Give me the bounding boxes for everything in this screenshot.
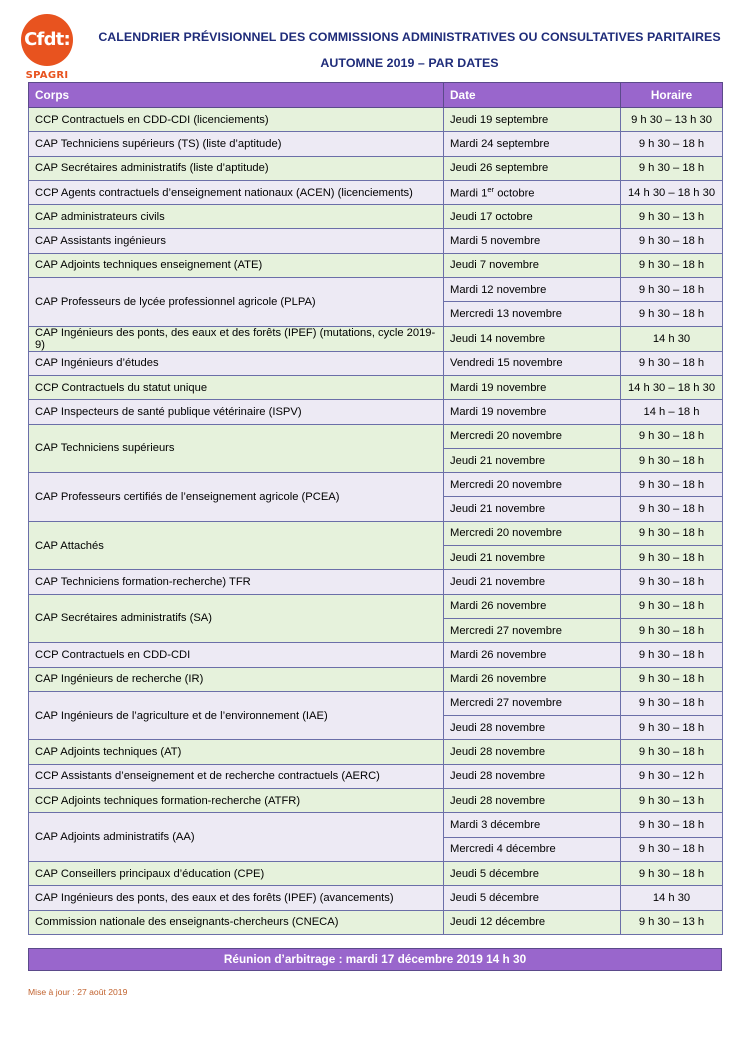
cell-date: Jeudi 21 novembre xyxy=(444,570,621,594)
cell-date: Jeudi 21 novembre xyxy=(444,546,621,570)
cell-date: Mercredi 27 novembre xyxy=(444,618,621,642)
cell-date: Mercredi 4 décembre xyxy=(444,837,621,861)
table-row xyxy=(29,156,723,180)
cfdt-logo-text: Cfdt: xyxy=(24,29,70,50)
cell-date: Mardi 19 novembre xyxy=(444,400,621,424)
table-row xyxy=(29,253,723,277)
cell-corps: CAP Attachés xyxy=(29,521,444,570)
cell-horaire: 14 h – 18 h xyxy=(621,400,723,424)
cell-date: Jeudi 17 octobre xyxy=(444,205,621,229)
table-row xyxy=(29,108,723,132)
cell-date: Mardi 12 novembre xyxy=(444,278,621,302)
table-row xyxy=(29,424,723,448)
cell-horaire: 9 h 30 – 18 h xyxy=(621,497,723,521)
cell-horaire: 9 h 30 – 18 h xyxy=(621,229,723,253)
cell-corps: CAP Adjoints administratifs (AA) xyxy=(29,813,444,862)
table-row xyxy=(29,229,723,253)
cell-corps: CCP Adjoints techniques formation-recherche (ATFR) xyxy=(29,789,444,813)
cell-date: Mardi 26 novembre xyxy=(444,594,621,618)
cell-corps: CCP Assistants d’enseignement et de recherche contractuels (AERC) xyxy=(29,764,444,788)
cell-date: Mercredi 13 novembre xyxy=(444,302,621,326)
cell-date: Mardi 26 novembre xyxy=(444,643,621,667)
table-row xyxy=(29,375,723,399)
date-suffix: octobre xyxy=(494,187,535,200)
cell-horaire: 9 h 30 – 18 h xyxy=(621,448,723,472)
cell-date: Jeudi 7 novembre xyxy=(444,253,621,277)
cell-horaire: 9 h 30 – 18 h xyxy=(621,618,723,642)
page-header xyxy=(0,0,749,82)
cell-horaire: 9 h 30 – 18 h xyxy=(621,813,723,837)
cell-date: Jeudi 19 septembre xyxy=(444,108,621,132)
cell-date: Mardi 3 décembre xyxy=(444,813,621,837)
column-header-horaire: Horaire xyxy=(621,83,723,108)
spagri-logo-text: SPAGRI xyxy=(25,70,69,81)
cell-corps: CCP Contractuels en CDD-CDI (licenciements) xyxy=(29,108,444,132)
cell-corps: CAP Techniciens supérieurs (TS) (liste d’aptitude) xyxy=(29,132,444,156)
table-row xyxy=(29,278,723,302)
table-row xyxy=(29,351,723,375)
cell-horaire: 9 h 30 – 18 h xyxy=(621,473,723,497)
cell-date: Jeudi 14 novembre xyxy=(444,326,621,351)
cell-horaire: 9 h 30 – 18 h xyxy=(621,716,723,740)
table-row xyxy=(29,326,723,351)
cell-corps: CAP Professeurs certifiés de l’enseignement agricole (PCEA) xyxy=(29,473,444,522)
cell-corps: CCP Contractuels en CDD-CDI xyxy=(29,643,444,667)
cell-horaire: 9 h 30 – 13 h xyxy=(621,910,723,934)
table-row xyxy=(29,861,723,885)
cell-date: Jeudi 21 novembre xyxy=(444,497,621,521)
cfdt-spagri-logo xyxy=(14,10,80,81)
cell-horaire: 9 h 30 – 13 h xyxy=(621,789,723,813)
cell-corps: Commission nationale des enseignants-chercheurs (CNECA) xyxy=(29,910,444,934)
cell-corps: CAP Conseillers principaux d’éducation (CPE) xyxy=(29,861,444,885)
table-row xyxy=(29,910,723,934)
arbitrage-banner: Réunion d’arbitrage : mardi 17 décembre 2019 14 h 30 xyxy=(28,948,722,971)
cell-horaire: 9 h 30 – 18 h xyxy=(621,424,723,448)
date-prefix: Mardi 1 xyxy=(450,187,488,200)
cell-corps: CAP Ingénieurs d’études xyxy=(29,351,444,375)
cell-date: Jeudi 28 novembre xyxy=(444,716,621,740)
table-row xyxy=(29,764,723,788)
table-row xyxy=(29,594,723,618)
table-row xyxy=(29,180,723,204)
cell-horaire: 14 h 30 xyxy=(621,326,723,351)
cell-date: Jeudi 12 décembre xyxy=(444,910,621,934)
cell-date: Mardi 5 novembre xyxy=(444,229,621,253)
cell-date: Jeudi 26 septembre xyxy=(444,156,621,180)
cell-horaire: 9 h 30 – 18 h xyxy=(621,253,723,277)
table-header xyxy=(29,83,723,108)
cell-horaire: 9 h 30 – 18 h xyxy=(621,861,723,885)
table-row xyxy=(29,643,723,667)
cell-corps: CAP Ingénieurs de recherche (IR) xyxy=(29,667,444,691)
cell-horaire: 9 h 30 – 18 h xyxy=(621,302,723,326)
table-row xyxy=(29,813,723,837)
cell-date: Jeudi 28 novembre xyxy=(444,740,621,764)
cell-horaire: 9 h 30 – 18 h xyxy=(621,691,723,715)
table-header-row xyxy=(29,83,723,108)
table-row xyxy=(29,570,723,594)
cell-date: Mercredi 20 novembre xyxy=(444,424,621,448)
cell-corps: CAP administrateurs civils xyxy=(29,205,444,229)
column-header-date: Date xyxy=(444,83,621,108)
cell-date: Jeudi 28 novembre xyxy=(444,789,621,813)
table-body xyxy=(29,108,723,935)
cell-corps: CAP Adjoints techniques (AT) xyxy=(29,740,444,764)
cell-date: Mercredi 20 novembre xyxy=(444,521,621,545)
cell-horaire: 9 h 30 – 13 h 30 xyxy=(621,108,723,132)
cell-corps: CAP Secrétaires administratifs (SA) xyxy=(29,594,444,643)
cell-corps: CAP Inspecteurs de santé publique vétérinaire (ISPV) xyxy=(29,400,444,424)
cell-horaire: 9 h 30 – 18 h xyxy=(621,837,723,861)
column-header-corps: Corps xyxy=(29,83,444,108)
cell-horaire: 9 h 30 – 18 h xyxy=(621,278,723,302)
cell-corps: CCP Agents contractuels d’enseignement nationaux (ACEN) (licenciements) xyxy=(29,180,444,204)
page-title: CALENDRIER PRÉVISIONNEL DES COMMISSIONS ADMINISTRATIVES OU CONSULTATIVES PARITAIRES xyxy=(98,30,721,44)
cell-date: Vendredi 15 novembre xyxy=(444,351,621,375)
table-row xyxy=(29,667,723,691)
cell-corps: CAP Assistants ingénieurs xyxy=(29,229,444,253)
cell-date: Mardi 24 septembre xyxy=(444,132,621,156)
cell-horaire: 9 h 30 – 13 h xyxy=(621,205,723,229)
cell-horaire: 14 h 30 xyxy=(621,886,723,910)
cell-date: Mardi 26 novembre xyxy=(444,667,621,691)
cell-corps: CCP Contractuels du statut unique xyxy=(29,375,444,399)
cell-horaire: 9 h 30 – 18 h xyxy=(621,740,723,764)
table-row xyxy=(29,740,723,764)
cell-corps: CAP Secrétaires administratifs (liste d’aptitude) xyxy=(29,156,444,180)
table-row xyxy=(29,886,723,910)
cell-corps: CAP Techniciens formation-recherche) TFR xyxy=(29,570,444,594)
date-ordinal-suffix: er xyxy=(487,185,495,195)
table-row xyxy=(29,691,723,715)
cell-horaire: 9 h 30 – 18 h xyxy=(621,667,723,691)
cell-date: Jeudi 5 décembre xyxy=(444,861,621,885)
cell-horaire: 9 h 30 – 18 h xyxy=(621,594,723,618)
cell-horaire: 9 h 30 – 18 h xyxy=(621,570,723,594)
cell-corps: CAP Techniciens supérieurs xyxy=(29,424,444,473)
last-update-note: Mise à jour : 27 août 2019 xyxy=(28,986,128,997)
cell-horaire: 9 h 30 – 18 h xyxy=(621,643,723,667)
cell-horaire: 9 h 30 – 18 h xyxy=(621,351,723,375)
cell-date: Mercredi 20 novembre xyxy=(444,473,621,497)
table-row xyxy=(29,789,723,813)
cell-date: Mercredi 27 novembre xyxy=(444,691,621,715)
cell-horaire: 14 h 30 – 18 h 30 xyxy=(621,375,723,399)
cell-horaire: 9 h 30 – 18 h xyxy=(621,521,723,545)
table-row xyxy=(29,205,723,229)
table-row xyxy=(29,521,723,545)
cfdt-logo-circle-icon xyxy=(21,14,73,66)
cell-corps: CAP Professeurs de lycée professionnel agricole (PLPA) xyxy=(29,278,444,327)
table-row xyxy=(29,473,723,497)
calendar-table xyxy=(28,82,723,935)
cell-horaire: 14 h 30 – 18 h 30 xyxy=(621,180,723,204)
table-row xyxy=(29,132,723,156)
cell-corps: CAP Adjoints techniques enseignement (ATE) xyxy=(29,253,444,277)
cell-corps: CAP Ingénieurs des ponts, des eaux et des forêts (IPEF) (mutations, cycle 2019-9) xyxy=(29,326,444,351)
cell-date: Mardi 19 novembre xyxy=(444,375,621,399)
cell-date xyxy=(444,180,621,204)
table-row xyxy=(29,400,723,424)
cell-date: Jeudi 21 novembre xyxy=(444,448,621,472)
cell-horaire: 9 h 30 – 18 h xyxy=(621,546,723,570)
cell-corps: CAP Ingénieurs de l’agriculture et de l’environnement (IAE) xyxy=(29,691,444,740)
document-title-block xyxy=(80,10,739,70)
cell-date: Jeudi 28 novembre xyxy=(444,764,621,788)
cell-horaire: 9 h 30 – 18 h xyxy=(621,132,723,156)
cell-horaire: 9 h 30 – 18 h xyxy=(621,156,723,180)
cell-date: Jeudi 5 décembre xyxy=(444,886,621,910)
page-subtitle: AUTOMNE 2019 – PAR DATES xyxy=(320,55,499,70)
cell-horaire: 9 h 30 – 12 h xyxy=(621,764,723,788)
calendar-table-wrapper xyxy=(0,82,749,935)
cell-corps: CAP Ingénieurs des ponts, des eaux et des forêts (IPEF) (avancements) xyxy=(29,886,444,910)
